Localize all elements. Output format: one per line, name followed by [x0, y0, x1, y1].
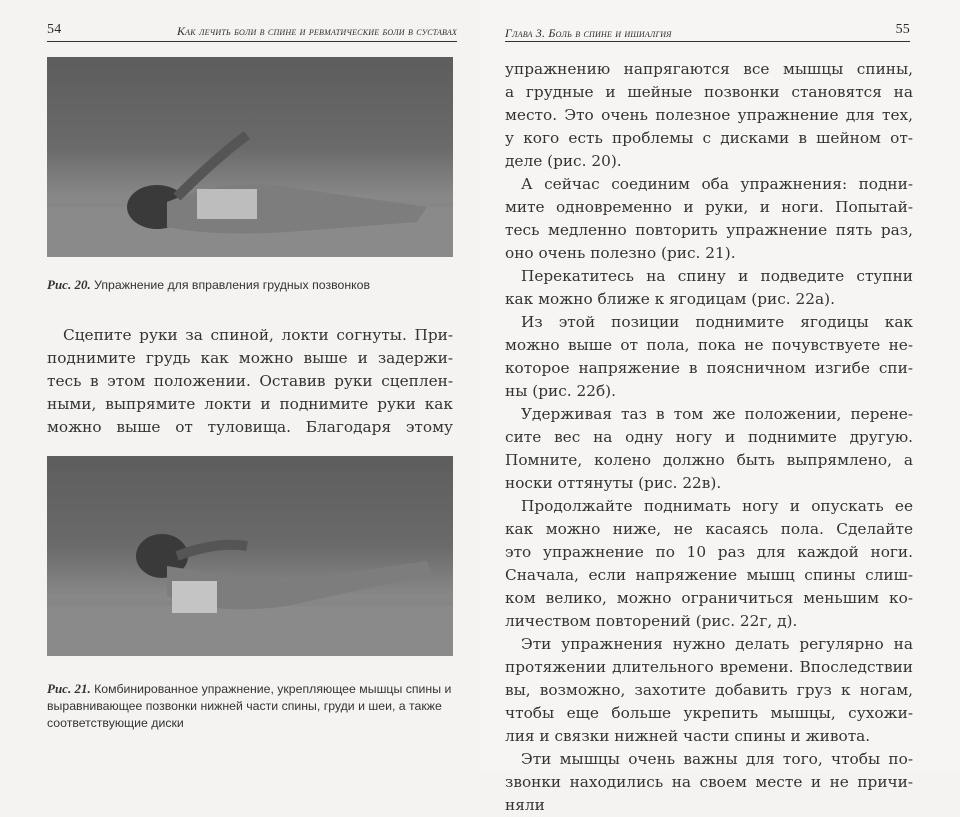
- text-line: звонки находились на своем месте и не причи-: [505, 773, 913, 791]
- text-line: которое напряжение в поясничном изгибе спи-: [505, 359, 913, 377]
- text-line: мите одновременно и руки, и ноги. Попытай-: [505, 198, 913, 216]
- right-body-text: [505, 58, 913, 817]
- text-line: у кого есть проблемы с дисками в шейном от-: [505, 129, 913, 147]
- text-line: Эти мышцы очень важны для того, чтобы по-: [521, 750, 913, 768]
- figure-label: Рис. 21.: [47, 681, 91, 696]
- page-number: 55: [895, 22, 910, 37]
- paragraph: [505, 58, 913, 173]
- paragraph: [505, 311, 913, 403]
- paragraph: [505, 633, 913, 748]
- text-line: деле (рис. 20).: [505, 152, 622, 170]
- text-line: личеством повторений (рис. 22г, д).: [505, 612, 798, 630]
- text-line: это упражнение по 10 раз для каждой ноги.: [505, 543, 913, 561]
- text-line: Перекатитесь на спину и подведите ступни: [521, 267, 913, 285]
- text-line: как можно ниже, не касаясь пола. Сделайте: [505, 520, 913, 538]
- right-running-header: [505, 22, 910, 42]
- text-line: упражнению напрягаются все мышцы спины,: [505, 60, 913, 78]
- text-line: можно выше от пола, пока не почувствуете не-: [505, 336, 913, 354]
- text-line: лия и связки нижней части спины и живота.: [505, 727, 871, 745]
- left-running-header: [47, 22, 457, 42]
- text-line: место. Это очень полезное упражнение для тех,: [505, 106, 913, 124]
- figure-21-photo: [47, 456, 453, 656]
- caption-line: выравнивающее позвонки нижней части спины, груди и шеи, а также: [47, 699, 442, 713]
- text-line: ны (рис. 22б).: [505, 382, 616, 400]
- text-line: ными, выпрямите локти и поднимите руки как: [47, 395, 453, 413]
- text-line: поднимите грудь как можно выше и задержи-: [47, 349, 453, 367]
- figure-20-photo: [47, 57, 453, 257]
- left-paragraph: [47, 324, 453, 439]
- text-line: Удерживая таз в том же положении, перене-: [521, 405, 913, 423]
- text-line: Сначала, если напряжение мышц спины слиш-: [505, 566, 913, 584]
- running-head: Как лечить боли в спине и ревматические боли в суставах: [177, 24, 457, 38]
- text-line: вы, возможно, захотите добавить груз к ногам,: [505, 681, 913, 699]
- paragraph: [505, 748, 913, 817]
- text-line: Помните, колено должно быть выпрямлено, а: [505, 451, 913, 469]
- caption-text: Упражнение для вправления грудных позвонков: [94, 278, 370, 292]
- exercise-photo-illustration: [47, 456, 453, 656]
- paragraph: [505, 403, 913, 495]
- text-line: чтобы еще больше укрепить мышцы, сухожи-: [505, 704, 913, 722]
- text-line: Эти упражнения нужно делать регулярно на: [521, 635, 913, 653]
- text-line: тесь медленно повторить упражнение пять раз,: [505, 221, 913, 239]
- text-line: а грудные и шейные позвонки становятся на: [505, 83, 913, 101]
- paragraph: [505, 495, 913, 633]
- exercise-photo-illustration: [47, 57, 453, 257]
- running-head: Глава 3. Боль в спине и ишиалгия: [505, 26, 672, 40]
- text-line: протяжении длительного времени. Впоследствии: [505, 658, 913, 676]
- text-line: Из этой позиции поднимите ягодицы как: [521, 313, 913, 331]
- right-page: [480, 0, 960, 814]
- figure-21-caption: [47, 680, 457, 732]
- text-line: няли: [505, 796, 545, 814]
- paragraph: [505, 265, 913, 311]
- text-line: А сейчас соединим оба упражнения: подни-: [521, 175, 913, 193]
- text-line: сите вес на одну ногу и поднимите другую.: [505, 428, 913, 446]
- page-number: 54: [47, 22, 62, 37]
- figure-label: Рис. 20.: [47, 277, 91, 292]
- figure-20-caption: [47, 276, 457, 294]
- left-page: [0, 0, 480, 772]
- paragraph: [505, 173, 913, 265]
- text-line: носки оттянуты (рис. 22в).: [505, 474, 722, 492]
- text-line: ком велико, можно ограничиться меньшим ко-: [505, 589, 913, 607]
- caption-line: Комбинированное упражнение, укрепляющее мышцы спины и: [94, 682, 452, 696]
- text-line: Продолжайте поднимать ногу и опускать ее: [521, 497, 913, 515]
- text-line: тесь в этом положении. Оставив руки сцеплен-: [47, 372, 453, 390]
- text-line: Сцепите руки за спиной, локти согнуты. При-: [63, 326, 453, 344]
- caption-line: соответствующие диски: [47, 716, 184, 730]
- text-line: можно выше от туловища. Благодаря этому: [47, 418, 453, 436]
- text-line: оно очень полезно (рис. 21).: [505, 244, 736, 262]
- text-line: как можно ближе к ягодицам (рис. 22а).: [505, 290, 835, 308]
